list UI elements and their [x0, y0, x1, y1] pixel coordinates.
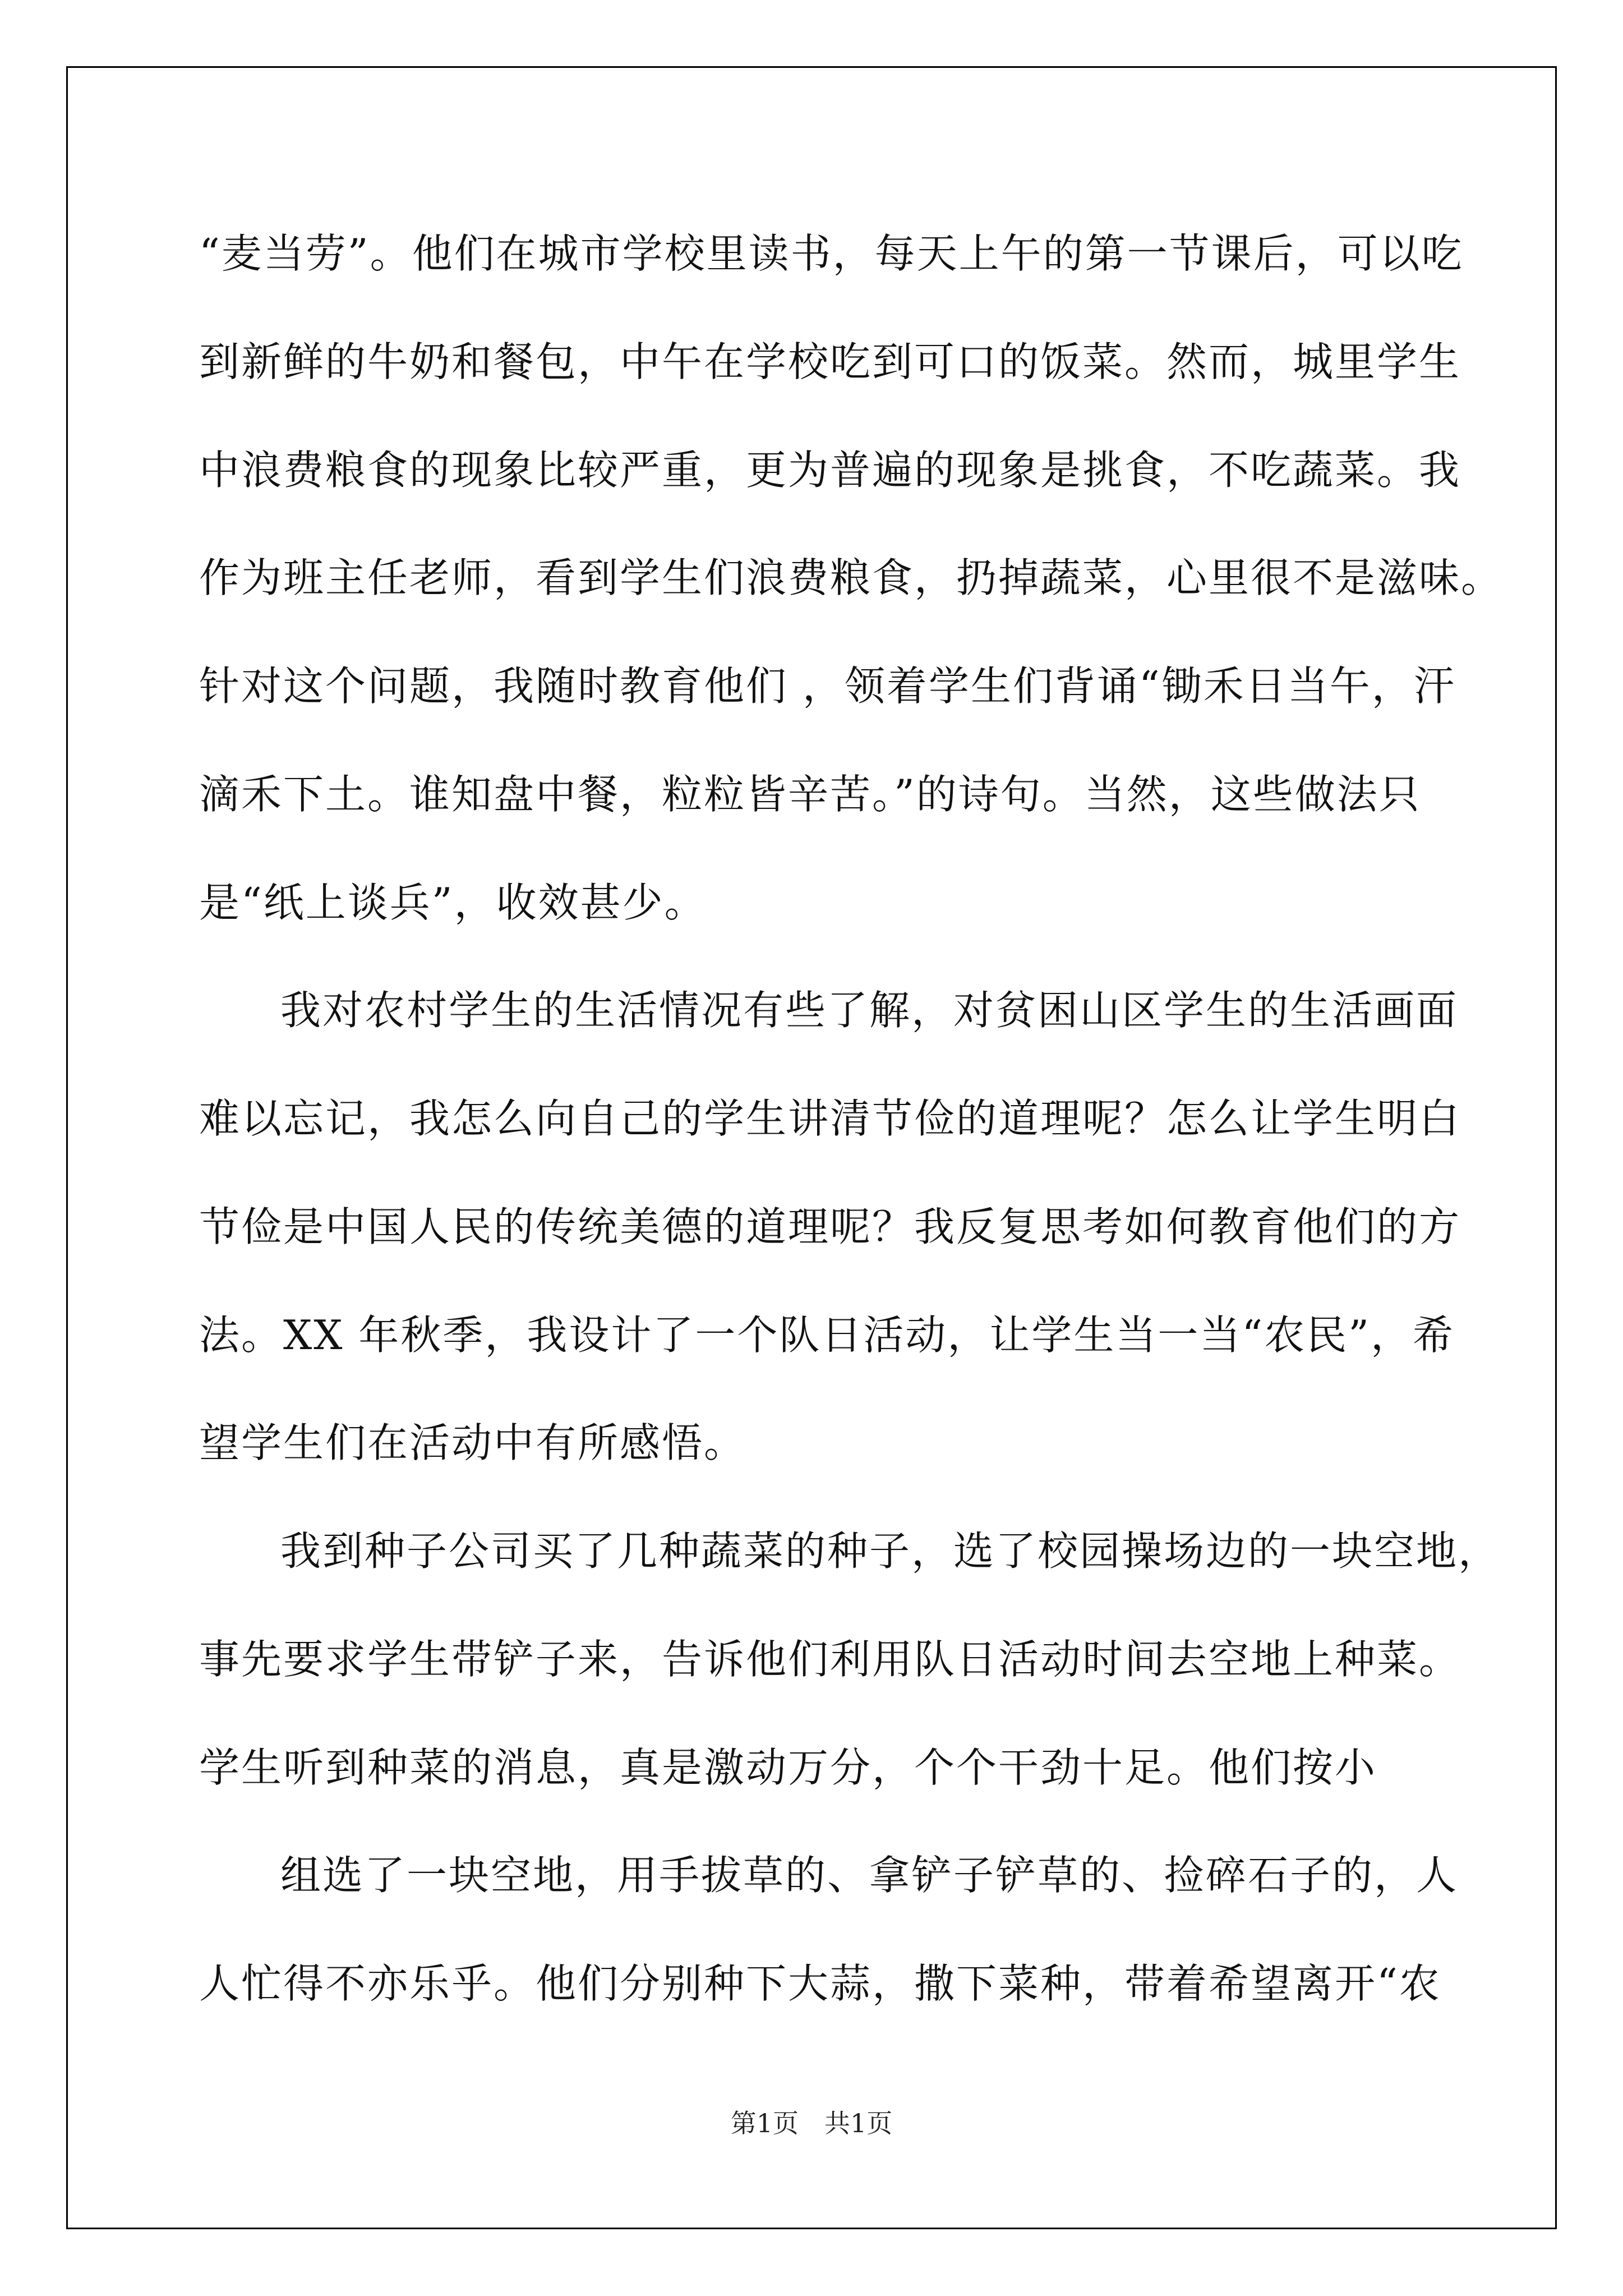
- text-line-12: 望学生们在活动中有所感悟。: [199, 1419, 746, 1466]
- text-line-13: 我到种子公司买了几种蔬菜的种子，选了校园操场边的一块空地，: [280, 1527, 1501, 1575]
- text-line-2: 到新鲜的牛奶和餐包，中午在学校吃到可口的饭菜。然而，城里学生: [199, 338, 1461, 385]
- text-line-5: 针对这个问题，我随时教育他们 ，领着学生们背诵“锄禾日当午，汗: [199, 662, 1456, 710]
- text-line-14: 事先要求学生带铲子来，告诉他们利用队日活动时间去空地上种菜。: [199, 1636, 1461, 1683]
- text-line-16: 组选了一块空地，用手拔草的、拿铲子铲草的、捡碎石子的，人: [280, 1852, 1459, 1899]
- page-number-total: 共1页: [824, 2108, 893, 2138]
- text-line-1: “麦当劳”。他们在城市学校里读书，每天上午的第一节课后，可以吃: [199, 230, 1464, 277]
- text-line-4: 作为班主任老师，看到学生们浪费粮食，扔掉蔬菜，心里很不是滋味。: [199, 554, 1504, 601]
- text-line-6: 滴禾下土。谁知盘中餐，粒粒皆辛苦。”的诗句。当然，这些做法只: [199, 771, 1421, 818]
- page-footer: [0, 2106, 1623, 2140]
- text-line-8: 我对农村学生的生活情况有些了解，对贫困山区学生的生活画面: [280, 987, 1459, 1034]
- text-line-15: 学生听到种菜的消息，真是激动万分，个个干劲十足。他们按小: [199, 1744, 1377, 1791]
- text-line-7: 是“纸上谈兵”，收效甚少。: [199, 879, 707, 926]
- text-line-10: 节俭是中国人民的传统美德的道理呢？我反复思考如何教育他们的方: [199, 1203, 1461, 1250]
- page-number-current: 第1页: [730, 2108, 799, 2138]
- text-line-3: 中浪费粮食的现象比较严重，更为普遍的现象是挑食，不吃蔬菜。我: [199, 447, 1461, 494]
- text-line-9: 难以忘记，我怎么向自己的学生讲清节俭的道理呢？怎么让学生明白: [199, 1095, 1461, 1142]
- text-line-17: 人忙得不亦乐乎。他们分别种下大蒜，撒下菜种，带着希望离开“农: [199, 1960, 1441, 2007]
- text-line-11: 法。XX 年秋季，我设计了一个队日活动，让学生当一当“农民”，希: [199, 1312, 1455, 1359]
